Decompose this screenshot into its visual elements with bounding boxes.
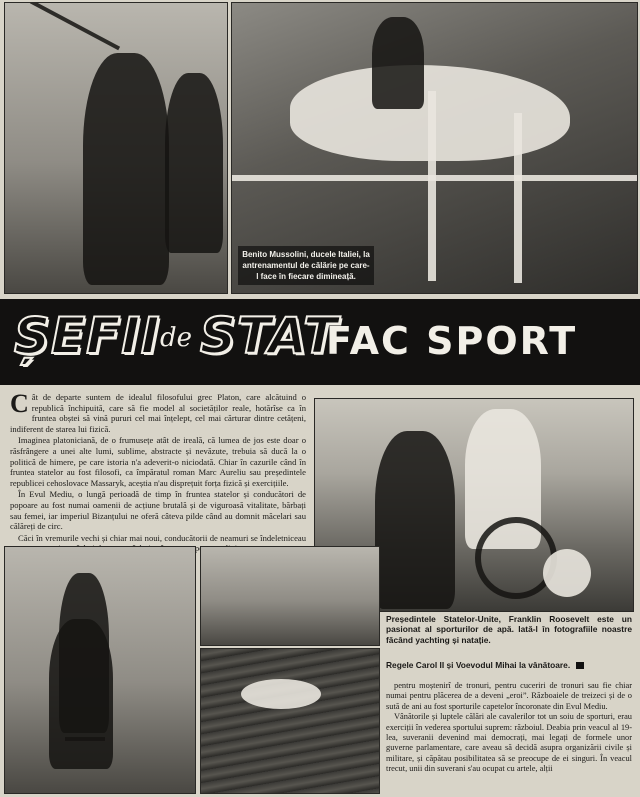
article-paragraph-1: ât de departe suntem de idealul filosofului grec Platon, care alcătuind o republică închipuită, care să fie model al societăților reale, hotărîse ca în fruntea obștei să vină pururi cel mai înțelept, cel mai cărturar dintre cetățeni, indiferent de starea lui fizică. <box>10 392 306 434</box>
man-seated-left <box>375 431 455 609</box>
boy-seated <box>49 619 113 769</box>
headline-banner <box>0 299 640 385</box>
jump-pole-right <box>514 113 522 283</box>
shooting-stick <box>65 737 105 741</box>
article-column <box>10 389 306 555</box>
jump-pole-left <box>428 91 436 281</box>
mussolini-caption: Benito Mussolini, ducele Italiei, la antrenamentul de călărie pe care-l face în fiecare dimineață. <box>238 246 374 285</box>
ship-wheel <box>475 517 557 599</box>
hunter-figure-left <box>83 53 169 285</box>
article-paragraph-2: Imaginea platoniciană, de o frumusețe atât de ireală, că lumea de jos este doar o răsfrângere a unei alte lumi, sublime, abstracte și nevăzute, trebuia să ducă la o politică de himere, pe care istoria n'a adeverit-o niciodată. Chiar în cazurile când în fruntea statelor au fost filosofi, ca împăratul roman Marc Aureliu sau președintele republicei cehoslovace Massaryk, aceștia n'au disprețuit forța fizică și exercițiile. <box>10 435 306 488</box>
article-paragraph-4: Căci în vremurile vechi și chiar mai noui, conducătorii de neamuri se îndeletniceau <box>18 532 306 543</box>
shotgun <box>30 2 120 50</box>
hunting-photo <box>4 2 228 294</box>
article-paragraph-6: Vânătorile și luptele călări ale cavalerilor tot un soiu de sporturi, erau exerciții în vederea sportului suprem: războiul. Deabia prin veacul al 19-lea, suveranii devenind mai democrați, mai legați de formele unor guverne parlamentare, care aveau să decidă asupra organizării civile și militare, și căpătau posibilitatea să se preocupe de ei singuri. În veacul trecut, unii din suverani s'au ocupat cu artele, alții <box>386 712 632 774</box>
square-bullet <box>576 662 584 669</box>
headline-sefi: ȘEFII <box>14 307 161 365</box>
life-buoy <box>543 549 591 597</box>
rider <box>372 17 424 109</box>
headline-fac-sport: FAC SPORT <box>326 319 578 363</box>
article-paragraph-3: În Evul Mediu, o lungă perioadă de timp în fruntea statelor și conducători de popoare au fost numai oamenii de acțiune brutală și de viguroasă vitalitate, bărbați sau femei, iar imperiul Bizanțului ne oferă câteva pilde când au domnit măcelari sau călăreți de circ. <box>10 489 306 532</box>
landscape-strip-photo <box>200 546 380 646</box>
drop-cap: C <box>10 389 29 418</box>
headline-de: de <box>160 323 193 353</box>
carol-hunting-photo <box>4 546 196 794</box>
article-paragraph-5: pentru moștenirî de tronuri, pentru cuceriri de tronuri sau fie chiar numai pentru plăcerea de a deveni „eroi”. Războaiele de treizeci și de o sută de ani au fost sporturile capetelor încoronate din Evul Mediu. <box>386 681 632 711</box>
article-continuation <box>386 681 632 775</box>
swimmer <box>241 679 321 709</box>
hunter-figure-right <box>165 73 223 253</box>
roosevelt-caption: Președintele Statelor-Unite, Franklin Roosevelt este un pasionat al sporturilor de apă. Iată-l în fotografiile noastre făcând yachting și natație. <box>386 614 632 645</box>
roosevelt-swimming-photo <box>200 648 380 794</box>
headline-stat: STAT <box>200 307 339 365</box>
carol-caption: Regele Carol II și Voevodul Mihai la vânătoare. <box>386 660 632 670</box>
